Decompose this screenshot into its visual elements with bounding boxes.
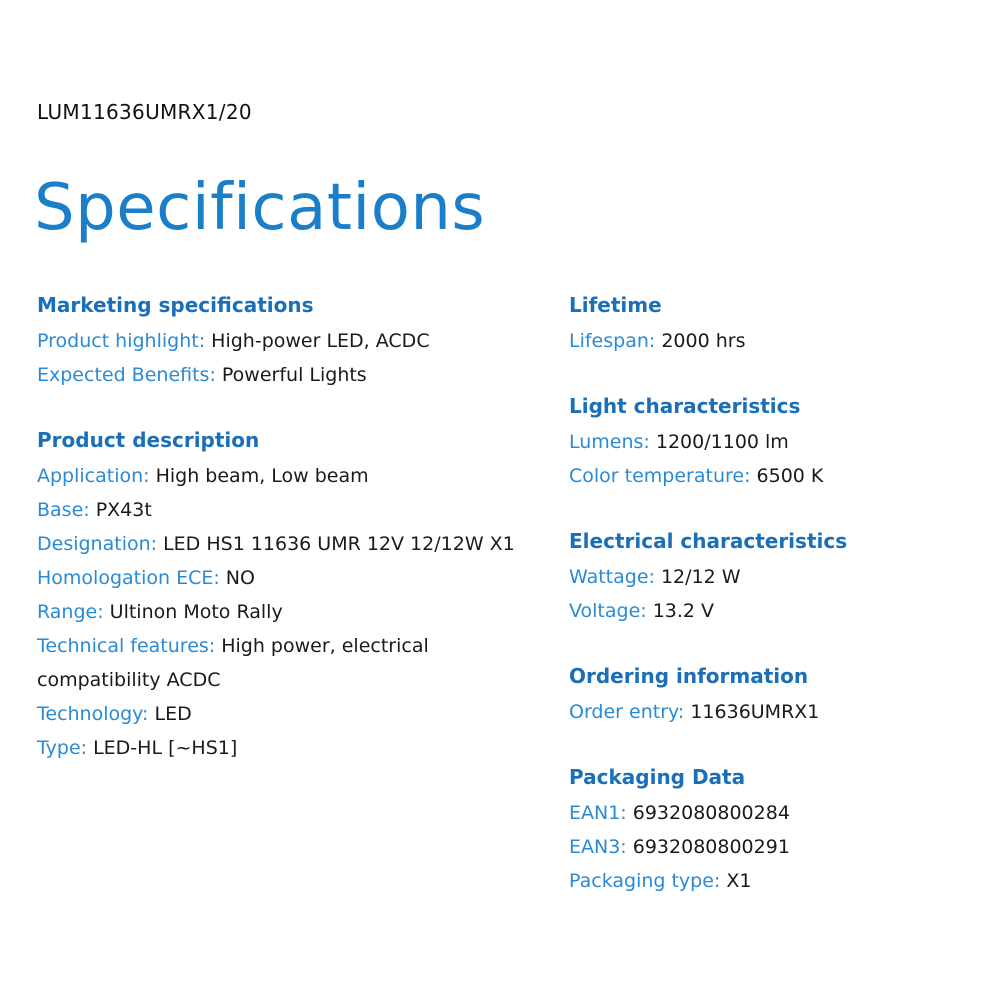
spec-row-wattage: [569, 560, 989, 594]
section-title: Marketing specifications: [37, 293, 314, 317]
spec-label: Homologation ECE:: [37, 567, 220, 589]
section-light-characteristics: [569, 391, 989, 493]
section-title: Light characteristics: [569, 394, 801, 418]
spec-row-base: [37, 493, 547, 527]
spec-row-technology: [37, 697, 547, 731]
spec-value: X1: [720, 870, 752, 892]
section-electrical-characteristics: [569, 526, 989, 628]
spec-value: 6500 K: [750, 465, 824, 487]
spec-label: Technology:: [37, 703, 149, 725]
spec-row-product-highlight: [37, 324, 547, 358]
section-title: Packaging Data: [569, 765, 746, 789]
spec-label: Wattage:: [569, 566, 655, 588]
spec-label: EAN3:: [569, 836, 627, 858]
spec-value: 13.2 V: [646, 600, 715, 622]
spec-label: Color temperature:: [569, 465, 751, 487]
spec-value: 6932080800291: [626, 836, 790, 858]
spec-value: 2000 hrs: [655, 330, 746, 352]
spec-value: Powerful Lights: [215, 364, 367, 386]
spec-label: Range:: [37, 601, 104, 623]
section-lifetime: [569, 290, 989, 358]
spec-label: Technical features:: [37, 635, 216, 657]
spec-value: High power, electrical compatibility ACDC: [37, 635, 429, 691]
spec-label: Type:: [37, 737, 88, 759]
spec-label: Base:: [37, 499, 90, 521]
section-ordering-information: [569, 661, 989, 729]
spec-label: Application:: [37, 465, 150, 487]
spec-label: Expected Benefits:: [37, 364, 216, 386]
spec-row-expected-benefits: [37, 358, 547, 392]
section-product-description: [37, 425, 547, 765]
spec-label: Packaging type:: [569, 870, 721, 892]
spec-row-homologation-ece: [37, 561, 547, 595]
spec-label: Lumens:: [569, 431, 650, 453]
spec-row-packaging-type: [569, 864, 989, 898]
spec-row-order-entry: [569, 695, 989, 729]
section-marketing-specifications: [37, 290, 547, 392]
spec-value: LED-HL [~HS1]: [87, 737, 238, 759]
spec-row-voltage: [569, 594, 989, 628]
spec-row-lifespan: [569, 324, 989, 358]
spec-label: Order entry:: [569, 701, 685, 723]
spec-label: Designation:: [37, 533, 158, 555]
page-title: Specifications: [34, 171, 486, 245]
spec-row-technical-features: [37, 629, 547, 697]
product-code: LUM11636UMRX1/20: [37, 100, 252, 124]
spec-value: High-power LED, ACDC: [205, 330, 430, 352]
spec-value: 6932080800284: [626, 802, 790, 824]
section-title: Lifetime: [569, 293, 662, 317]
right-column: [569, 290, 989, 931]
spec-value: 12/12 W: [654, 566, 741, 588]
spec-row-color-temperature: [569, 459, 989, 493]
spec-row-range: [37, 595, 547, 629]
spec-row-type: [37, 731, 547, 765]
section-packaging-data: [569, 762, 989, 898]
spec-value: LED: [148, 703, 192, 725]
spec-value: 1200/1100 lm: [649, 431, 789, 453]
spec-label: EAN1:: [569, 802, 627, 824]
spec-value: High beam, Low beam: [149, 465, 369, 487]
spec-row-application: [37, 459, 547, 493]
spec-row-designation: [37, 527, 547, 561]
left-column: [37, 290, 547, 798]
spec-row-lumens: [569, 425, 989, 459]
spec-label: Product highlight:: [37, 330, 206, 352]
spec-row-ean1: [569, 796, 989, 830]
section-title: Ordering information: [569, 664, 809, 688]
spec-label: Voltage:: [569, 600, 647, 622]
section-title: Product description: [37, 428, 260, 452]
spec-label: Lifespan:: [569, 330, 656, 352]
spec-row-ean3: [569, 830, 989, 864]
spec-value: Ultinon Moto Rally: [103, 601, 283, 623]
spec-value: NO: [219, 567, 255, 589]
spec-value: LED HS1 11636 UMR 12V 12/12W X1: [157, 533, 515, 555]
spec-value: PX43t: [89, 499, 152, 521]
spec-value: 11636UMRX1: [684, 701, 820, 723]
section-title: Electrical characteristics: [569, 529, 848, 553]
